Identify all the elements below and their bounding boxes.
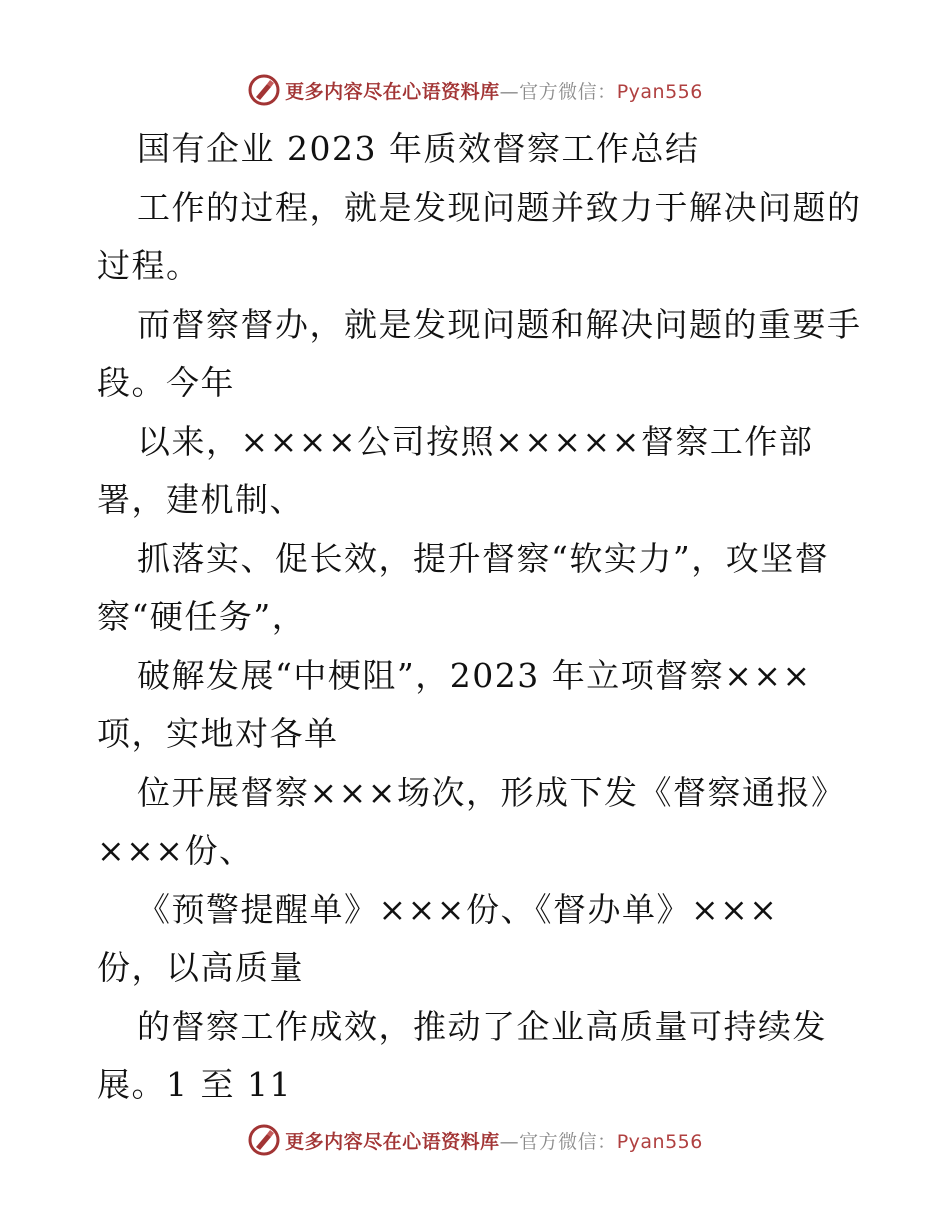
paragraph-line: 而督察督办，就是发现问题和解决问题的重要手 bbox=[137, 304, 862, 344]
paragraph-line: 份，以高质量 bbox=[97, 948, 304, 987]
paragraph-line: 以来，××××公司按照×××××督察工作部 bbox=[137, 421, 814, 461]
paragraph-line: 段。今年 bbox=[97, 363, 235, 402]
paragraph-line: ×××份、 bbox=[97, 831, 254, 870]
banner-wechat: Pyan556 bbox=[616, 1130, 703, 1153]
banner-lead: 更多内容尽在心语资料库 bbox=[285, 80, 500, 103]
footer-banner-inner bbox=[247, 1123, 703, 1157]
banner-text bbox=[285, 1127, 703, 1154]
banner-text bbox=[285, 77, 703, 104]
paragraph-line: 抓落实、促长效，提升督察“软实力”，攻坚督 bbox=[137, 538, 830, 578]
pen-logo-icon bbox=[247, 73, 281, 107]
paragraph-line: 过程。 bbox=[97, 246, 201, 285]
paragraph-line: 署，建机制、 bbox=[97, 480, 304, 519]
paragraph-line: 的督察工作成效，推动了企业高质量可持续发 bbox=[137, 1006, 827, 1046]
paragraph-line: 《预警提醒单》×××份、《督办单》××× bbox=[137, 889, 779, 929]
paragraph-line: 项，实地对各单 bbox=[97, 714, 339, 753]
paragraph-line: 展。1 至 11 bbox=[97, 1065, 292, 1104]
document-title: 国有企业 2023 年质效督察工作总结 bbox=[137, 129, 700, 168]
header-banner bbox=[0, 70, 950, 110]
banner-rest: —官方微信： bbox=[499, 1130, 617, 1153]
banner-lead: 更多内容尽在心语资料库 bbox=[285, 1130, 500, 1153]
footer-banner bbox=[0, 1120, 950, 1160]
paragraph-line: 察“硬任务”， bbox=[97, 597, 307, 636]
header-banner-inner bbox=[247, 73, 703, 107]
pen-logo-icon bbox=[247, 1123, 281, 1157]
paragraph-line: 位开展督察×××场次，形成下发《督察通报》 bbox=[137, 772, 846, 812]
paragraph-line: 工作的过程，就是发现问题并致力于解决问题的 bbox=[137, 187, 862, 227]
banner-rest: —官方微信： bbox=[499, 80, 617, 103]
banner-wechat: Pyan556 bbox=[616, 80, 703, 103]
paragraph-line: 破解发展“中梗阻”，2023 年立项督察××× bbox=[137, 655, 812, 695]
document-body bbox=[97, 120, 862, 1115]
